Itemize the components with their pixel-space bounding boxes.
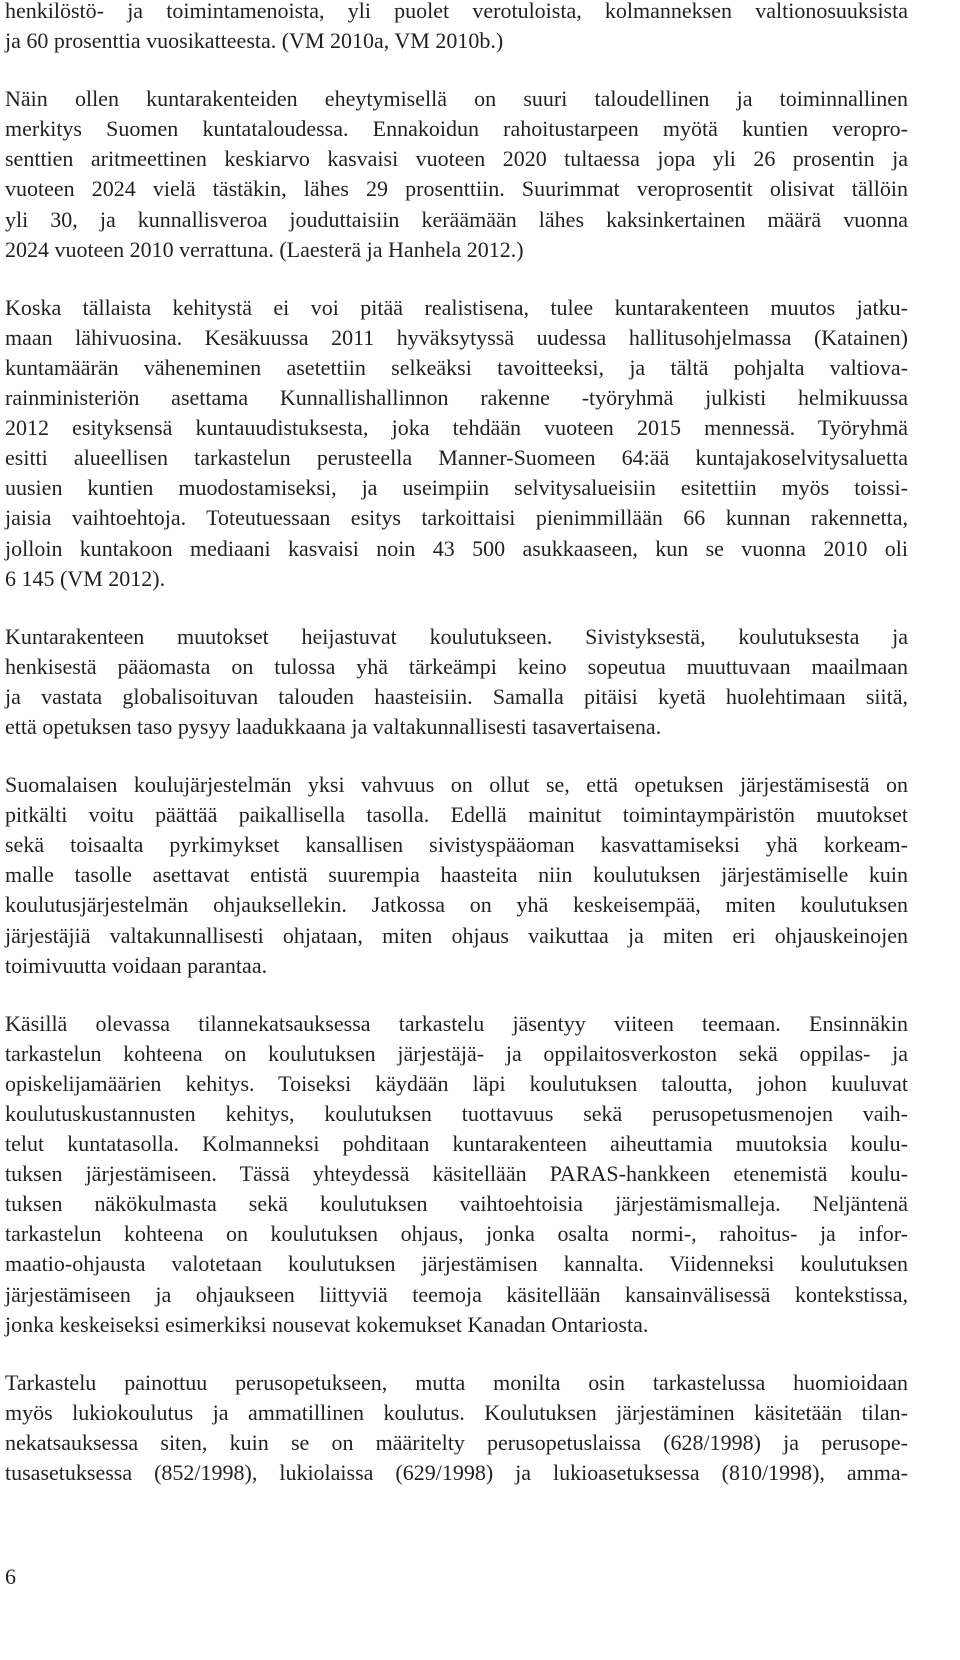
text-line: koulutusjärjestelmän ohjauksellekin. Jatkossa on yhä keskeisempää, miten koulutuksen xyxy=(5,892,908,918)
text-line: 2012 esityksensä kuntauudistuksesta, joka tehdään vuoteen 2015 mennessä. Työryhmä xyxy=(5,415,908,441)
text-line: malle tasolle asettavat entistä suurempia haasteita niin koulutuksen järjestämiselle kuin xyxy=(5,862,908,888)
text-line: tuksen näkökulmasta sekä koulutuksen vaihtoehtoisia järjestämismalleja. Neljäntenä xyxy=(5,1191,908,1217)
text-line: jonka keskeiseksi esimerkiksi nousevat kokemukset Kanadan Ontariosta. xyxy=(5,1311,649,1337)
paragraph xyxy=(5,293,908,594)
text-line: vuoteen 2024 vielä tästäkin, lähes 29 prosenttiin. Suurimmat veroprosentit olisivat tällöin xyxy=(5,176,908,202)
page-number: 6 xyxy=(5,1564,16,1589)
text-line: Suomalaisen koulujärjestelmän yksi vahvuus on ollut se, että opetuksen järjestämisestä on xyxy=(5,772,908,798)
paragraph xyxy=(5,1009,908,1340)
text-line: tusasetuksessa (852/1998), lukiolaissa (629/1998) ja lukioasetuksessa (810/1998), amma- xyxy=(5,1460,908,1486)
text-line: 2024 vuoteen 2010 verrattuna. (Laesterä ja Hanhela 2012.) xyxy=(5,236,524,262)
text-line: koulutuskustannusten kehitys, koulutuksen tuottavuus sekä perusopetusmenojen vaih- xyxy=(5,1101,908,1126)
text-line: Käsillä olevassa tilannekatsauksessa tarkastelu jäsentyy viiteen teemaan. Ensinnäkin xyxy=(5,1010,908,1036)
text-line: järjestämiseen ja ohjaukseen liittyviä teemoja käsitellään kansainvälisessä kontekstissa, xyxy=(5,1281,908,1307)
text-line: järjestäjiä valtakunnallisesti ohjataan, miten ohjaus vaikuttaa ja miten eri ohjauskeinojen xyxy=(5,922,908,948)
paragraph xyxy=(5,1368,908,1488)
text-line: senttien aritmeettinen keskiarvo kasvaisi vuoteen 2020 tultaessa jopa yli 26 prosentin ja xyxy=(5,146,908,172)
text-line: Tarkastelu painottuu perusopetukseen, mutta monilta osin tarkastelussa huomioidaan xyxy=(5,1369,908,1395)
text-line: tarkastelun kohteena on koulutuksen järjestäjä- ja oppilaitosverkoston sekä oppilas- ja xyxy=(5,1040,908,1066)
text-line: myös lukiokoulutus ja ammatillinen koulutus. Koulutuksen järjestäminen käsitetään tilan- xyxy=(5,1399,908,1425)
text-line: opiskelijamäärien kehitys. Toiseksi käydään läpi koulutuksen taloutta, johon kuuluvat xyxy=(5,1070,908,1096)
text-line: kuntamäärän väheneminen asetettiin selkeäksi tavoitteeksi, ja tältä pohjalta valtiova- xyxy=(5,354,908,380)
text-line: ja 60 prosenttia vuosikatteesta. (VM 2010a, VM 2010b.) xyxy=(5,28,504,54)
text-line: telut kuntatasolla. Kolmanneksi pohditaan kuntarakenteen aiheuttamia muutoksia koulu- xyxy=(5,1131,908,1157)
text-line: esitti alueellisen tarkastelun perusteella Manner-Suomeen 64:ää kuntajakoselvitysaluetta xyxy=(5,445,908,471)
text-line: Koska tällaista kehitystä ei voi pitää realistisena, tulee kuntarakenteen muutos jatku- xyxy=(5,294,908,320)
paragraph xyxy=(5,0,908,56)
paragraph xyxy=(5,770,908,981)
text-line: rainministeriön asettama Kunnallishallinnon rakenne -työryhmä julkisti helmikuussa xyxy=(5,385,908,411)
text-line: toimivuutta voidaan parantaa. xyxy=(5,952,268,978)
text-line: jaisia vaihtoehtoja. Toteutuessaan esitys tarkoittaisi pienimmillään 66 kunnan rakennetta, xyxy=(5,505,908,531)
text-line: ja vastata globalisoituvan talouden haasteisiin. Samalla pitäisi kyetä huolehtimaan siitä, xyxy=(5,683,908,709)
text-line: tuksen järjestämiseen. Tässä yhteydessä käsitellään PARAS-hankkeen etenemistä koulu- xyxy=(5,1161,908,1187)
text-line: Kuntarakenteen muutokset heijastuvat koulutukseen. Sivistyksestä, koulutuksesta ja xyxy=(5,623,908,649)
text-line: tarkastelun kohteena on koulutuksen ohjaus, jonka osalta normi-, rahoitus- ja infor- xyxy=(5,1221,908,1247)
text-line: yli 30, ja kunnallisveroa jouduttaisiin keräämään lähes kaksinkertainen määrä vuonna xyxy=(5,206,908,232)
text-line: henkisestä pääomasta on tulossa yhä tärkeämpi keino sopeutua muuttuvaan maailmaan xyxy=(5,653,908,679)
text-line: merkitys Suomen kuntataloudessa. Ennakoidun rahoitustarpeen myötä kuntien veropro- xyxy=(5,116,908,142)
text-line: pitkälti voitu päättää paikallisella tasolla. Edellä mainitut toimintaympäristön muutokset xyxy=(5,802,908,828)
text-line: sekä toisaalta pyrkimykset kansallisen sivistyspääoman kasvattamiseksi yhä korkeam- xyxy=(5,832,908,858)
text-line: että opetuksen taso pysyy laadukkaana ja valtakunnallisesti tasavertaisena. xyxy=(5,713,662,739)
body-text xyxy=(5,0,908,1516)
text-line: henkilöstö- ja toimintamenoista, yli puolet verotuloista, kolmanneksen valtionosuuksista xyxy=(5,0,908,23)
paragraph xyxy=(5,622,908,742)
text-line: nekatsauksessa siten, kuin se on määritelty perusopetuslaissa (628/1998) ja perusope- xyxy=(5,1429,908,1455)
text-line: jolloin kuntakoon mediaani kasvaisi noin 43 500 asukkaaseen, kun se vuonna 2010 oli xyxy=(5,535,908,561)
paragraph xyxy=(5,84,908,265)
text-line: maan lähivuosina. Kesäkuussa 2011 hyväksytyssä uudessa hallitusohjelmassa (Katainen) xyxy=(5,324,908,350)
text-line: 6 145 (VM 2012). xyxy=(5,565,166,591)
text-line: uusien kuntien muodostamiseksi, ja useimpiin selvitysalueisiin esitettiin myös toissi- xyxy=(5,475,908,501)
text-line: Näin ollen kuntarakenteiden eheytymisellä on suuri taloudellinen ja toiminnallinen xyxy=(5,86,908,112)
text-line: maatio-ohjausta valotetaan koulutuksen järjestämisen kannalta. Viidenneksi koulutuksen xyxy=(5,1251,908,1277)
